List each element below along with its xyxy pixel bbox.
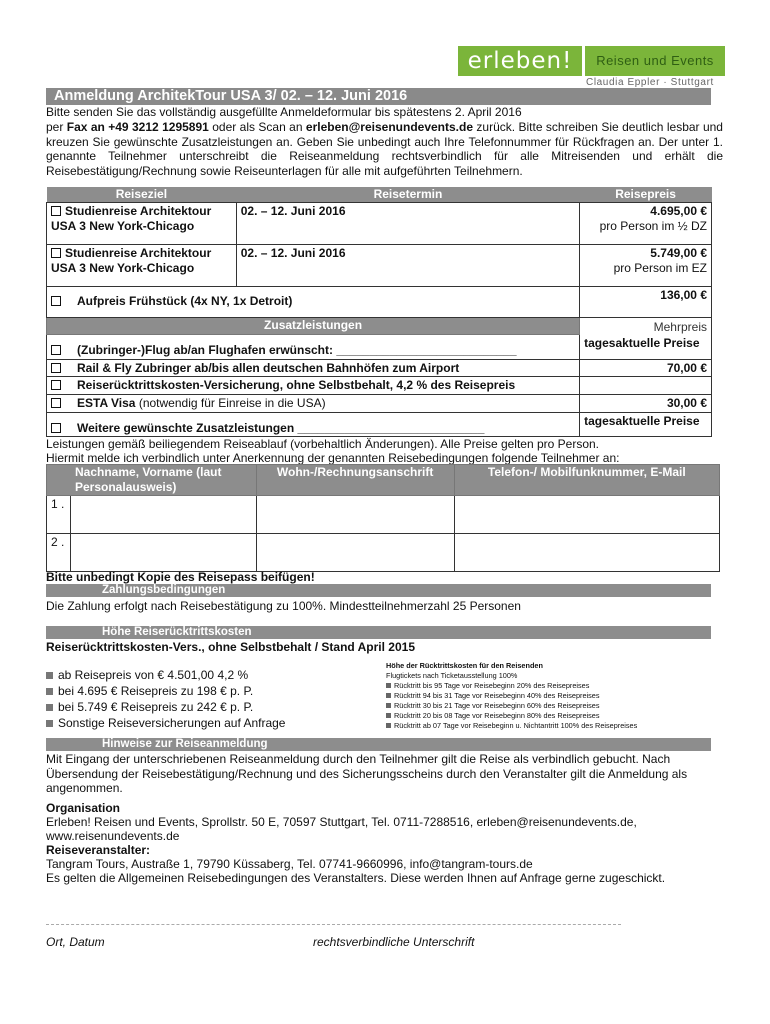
termin-ez: 02. – 12. Juni 2016	[236, 245, 579, 287]
col-anschrift: Wohn-/Rechnungsanschrift	[256, 465, 454, 496]
extra-weitere: Weitere gewünschte Zusatzleistungen ____________________________	[47, 412, 580, 437]
col-kontakt: Telefon-/ Mobilfunknummer, E-Mail	[454, 465, 719, 496]
row-number-1: 1 .	[47, 496, 71, 534]
details-item: Rücktritt bis 95 Tage vor Reisebeginn 20% des Reisepreises	[386, 681, 637, 691]
kontakt-field-2[interactable]	[454, 534, 719, 572]
preis-esta: 30,00 €	[580, 395, 712, 413]
preis-railfly: 70,00 €	[580, 359, 712, 377]
mehrpreis-header: Mehrpreis	[580, 318, 712, 335]
preis-flug: tagesaktuelle Preise	[580, 335, 712, 360]
name-field-2[interactable]	[70, 534, 256, 572]
checkbox-fruehstueck[interactable]	[51, 296, 61, 306]
extra-railfly: Rail & Fly Zubringer ab/bis allen deutschen Bahnhöfen zum Airport	[47, 359, 580, 377]
zahlung-header: Zahlungsbedingungen	[46, 584, 711, 597]
reise-option-dz: Studienreise Architektour USA 3 New York-Chicago	[47, 203, 237, 245]
col-reiseziel: Reiseziel	[47, 187, 237, 203]
veranstalter-label: Reiseveranstalter:	[46, 843, 151, 857]
col-name: Nachname, Vorname (laut Personalausweis)	[47, 465, 257, 496]
bullet-item: bei 5.749 € Reisepreis zu 242 € p. P.	[46, 699, 285, 715]
hiermit-note: Hiermit melde ich verbindlich unter Anerkennung der genannten Reisebedingungen folgende Teilnehmer an:	[46, 451, 620, 465]
checkbox-railfly[interactable]	[51, 363, 61, 373]
row-number-2: 2 .	[47, 534, 71, 572]
preis-ez: 5.749,00 € pro Person im EZ	[580, 245, 712, 287]
details-item: Rücktritt ab 07 Tage vor Reisebeginn u. Nichtantritt 100% des Reisepreises	[386, 721, 637, 731]
organisation-line2: www.reisenundevents.de	[46, 829, 180, 843]
details-sub: Flugtickets nach Ticketausstellung 100%	[386, 671, 518, 680]
extra-flug: (Zubringer-)Flug ab/an Flughafen erwünscht: ___________________________	[47, 335, 580, 360]
ruecktritt-header: Höhe Reiserücktrittskosten	[46, 626, 711, 639]
logo-brand-name: erleben!	[458, 46, 582, 76]
col-reisetermin: Reisetermin	[236, 187, 579, 203]
organisation-line1: Erleben! Reisen und Events, Sprollstr. 50 E, 70597 Stuttgart, Tel. 0711-7288516, erleben@reisenundevents.de,	[46, 815, 637, 829]
extra-ruecktritt: Reiserücktrittskosten-Versicherung, ohne Selbstbehalt, 4,2 % des Reisepreis	[47, 377, 580, 395]
unterschrift-label: rechtsverbindliche Unterschrift	[313, 935, 475, 949]
logo-tagline: Reisen und Events	[582, 46, 725, 76]
zusatzleistungen-header: Zusatzleistungen	[47, 318, 580, 335]
participants-table	[46, 464, 720, 572]
bullet-item: ab Reisepreis von € 4.501,00 4,2 %	[46, 667, 285, 683]
participant-row-1	[47, 496, 720, 534]
checkbox-esta[interactable]	[51, 398, 61, 408]
name-field-1[interactable]	[70, 496, 256, 534]
intro-line1: Bitte senden Sie das vollständig ausgefüllte Anmeldeformular bis spätestens 2. April 2016	[46, 105, 522, 119]
participant-row-2	[47, 534, 720, 572]
extra-esta: ESTA Visa (notwendig für Einreise in die USA)	[47, 395, 580, 413]
checkbox-ruecktritt[interactable]	[51, 380, 61, 390]
anschrift-field-2[interactable]	[256, 534, 454, 572]
preis-fruehstueck: 136,00 €	[580, 287, 712, 318]
termin-dz: 02. – 12. Juni 2016	[236, 203, 579, 245]
ruecktritt-details	[386, 661, 637, 731]
hinweise-text: Mit Eingang der unterschriebenen Reiseanmeldung durch den Teilnehmer gilt die Reise als verbindlich gebucht. Nach Übersendung der Reisebestätigung/Rechnung und des Sicherungsscheins durch den Veranstalter gilt die Anmeldung als angenommen.	[46, 752, 688, 796]
leistungen-note: Leistungen gemäß beiliegendem Reiseablauf (vorbehaltlich Änderungen). Alle Preise gelten pro Person.	[46, 437, 600, 451]
veranstalter-line2: Es gelten die Allgemeinen Reisebedingungen des Veranstalters. Diese werden Ihnen auf Anfrage gerne zugeschickt.	[46, 871, 666, 885]
ruecktritt-subtitle: Reiserücktrittskosten-Vers., ohne Selbstbehalt / Stand April 2015	[46, 640, 416, 654]
anschrift-field-1[interactable]	[256, 496, 454, 534]
details-item: Rücktritt 94 bis 31 Tage vor Reisebeginn 40% des Reisepreises	[386, 691, 637, 701]
details-item: Rücktritt 20 bis 08 Tage vor Reisebeginn 80% des Reisepreises	[386, 711, 637, 721]
preis-dz: 4.695,00 € pro Person im ½ DZ	[580, 203, 712, 245]
booking-table	[46, 187, 712, 437]
zahlung-text: Die Zahlung erfolgt nach Reisebestätigung zu 100%. Mindestteilnehmerzahl 25 Personen	[46, 599, 521, 613]
checkbox-ez[interactable]	[51, 248, 61, 258]
reisepass-note: Bitte unbedingt Kopie des Reisepass beifügen!	[46, 570, 315, 584]
details-item: Rücktritt 30 bis 21 Tage vor Reisebeginn 60% des Reisepreises	[386, 701, 637, 711]
logo-subline: Claudia Eppler · Stuttgart	[586, 77, 714, 88]
col-reisepreis: Reisepreis	[580, 187, 712, 203]
bullet-item: bei 4.695 € Reisepreis zu 198 € p. P.	[46, 683, 285, 699]
checkbox-dz[interactable]	[51, 206, 61, 216]
fruehstueck-option: Aufpreis Frühstück (4x NY, 1x Detroit)	[47, 287, 580, 318]
veranstalter-line1: Tangram Tours, Austraße 1, 79790 Küssaberg, Tel. 07741-9660996, info@tangram-tours.de	[46, 857, 533, 871]
checkbox-weitere[interactable]	[51, 423, 61, 433]
kontakt-field-1[interactable]	[454, 496, 719, 534]
ort-datum-label: Ort, Datum	[46, 935, 105, 949]
ruecktritt-bullets	[46, 667, 285, 731]
details-title: Höhe der Rücktrittskosten für den Reisenden	[386, 661, 543, 670]
brand-logo	[458, 46, 725, 76]
checkbox-flug[interactable]	[51, 345, 61, 355]
reise-option-ez: Studienreise Architektour USA 3 New York-Chicago	[47, 245, 237, 287]
preis-ruecktritt	[580, 377, 712, 395]
page-title: Anmeldung ArchitekTour USA 3/ 02. – 12. Juni 2016	[46, 88, 711, 105]
intro-paragraph: per Fax an +49 3212 1295891 oder als Scan an erleben@reisenundevents.de zurück. Bitte schreiben Sie deutlich lesbar und kreuzen Sie gewünschte Zusatzleistungen an. Geben Sie unbedingt auch Ihre Telefonnummer für Rückfragen an. Der unter 1. genannte Teilnehmer unterschreibt die Reiseanmeldung rechtsverbindlich für alle Mitreisenden und erhält die Reisebestätigung/Rechnung sowie Reiseunterlagen für alle mit aufgeführten Teilnehmern.	[46, 120, 723, 178]
hinweise-header: Hinweise zur Reiseanmeldung	[46, 738, 711, 751]
preis-weitere: tagesaktuelle Preise	[580, 412, 712, 437]
bullet-item: Sonstige Reiseversicherungen auf Anfrage	[46, 715, 285, 731]
signature-line[interactable]	[46, 924, 621, 925]
organisation-label: Organisation	[46, 801, 121, 815]
